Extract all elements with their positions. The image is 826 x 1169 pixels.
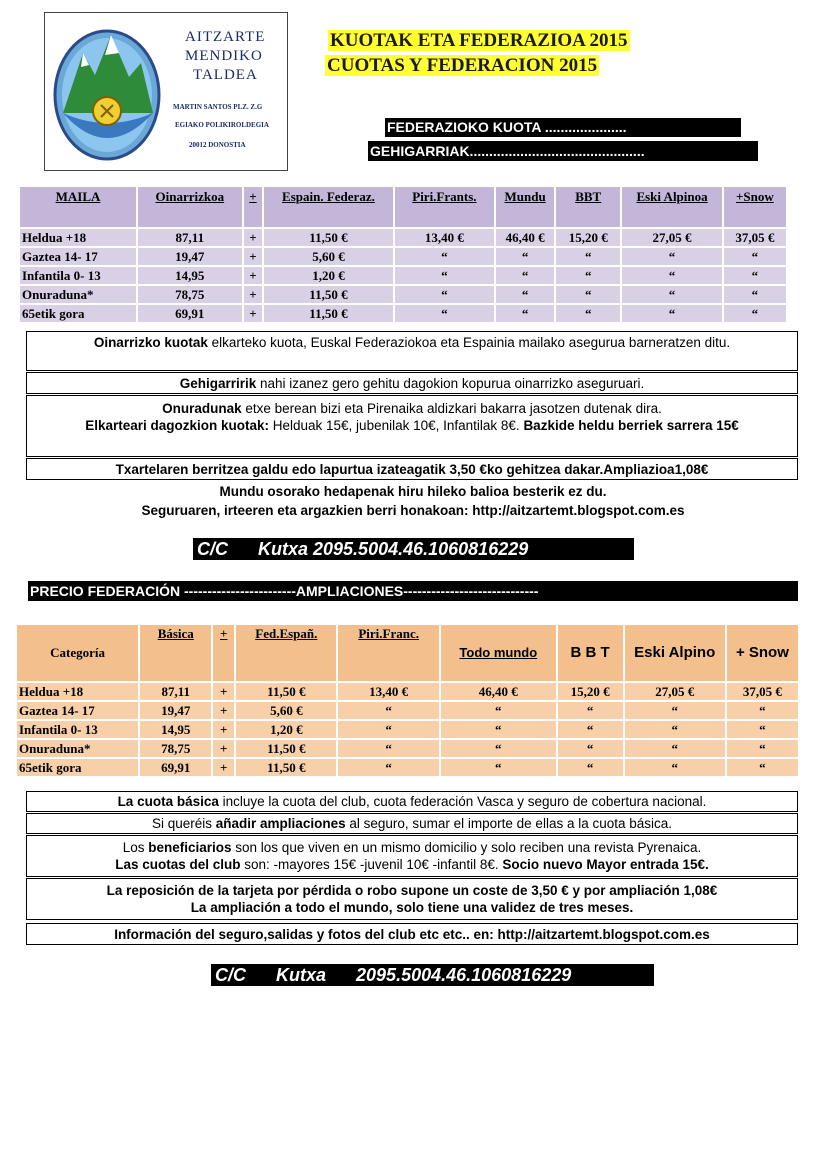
note-bold: beneficiarios <box>148 840 232 855</box>
cell: “ <box>727 721 798 738</box>
cell: “ <box>395 267 494 284</box>
cell: 15,20 € <box>558 683 623 700</box>
cell: + <box>213 759 234 776</box>
note-text: elkarteko kuota, Euskal Federaziokoa eta Espainia mailako asegurua barneratzen ditu. <box>207 335 731 350</box>
note-text: son: -mayores 15€ -juvenil 10€ -infantil 8€. <box>240 857 503 872</box>
cell: + <box>244 267 263 284</box>
price-federation-bar: PRECIO FEDERACIÓN ------------------------AMPLIACIONES----------------------------- <box>28 581 798 601</box>
fees-table-spanish <box>15 623 800 778</box>
cell: Heldua +18 <box>17 683 138 700</box>
cell: 69,91 <box>140 759 211 776</box>
cell: 1,20 € <box>264 267 392 284</box>
cell: “ <box>622 267 721 284</box>
logo-line-1: AITZARTE <box>185 29 266 45</box>
table-row <box>20 248 786 265</box>
cell: 37,05 € <box>724 229 786 246</box>
cell: 65etik gora <box>20 305 136 322</box>
col-header: B B T <box>558 625 623 681</box>
cell: “ <box>558 740 623 757</box>
col-header: Mundu <box>496 187 554 227</box>
cell: “ <box>622 305 721 322</box>
cell: 27,05 € <box>625 683 725 700</box>
cell: Onuraduna* <box>20 286 136 303</box>
cell: “ <box>727 740 798 757</box>
cell: “ <box>724 248 786 265</box>
note-text: Si queréis <box>151 816 216 831</box>
note-text: Helduak 15€, jubenilak 10€, Infantilak 8€. <box>269 418 524 433</box>
cell: 5,60 € <box>264 248 392 265</box>
cell: 87,11 <box>138 229 242 246</box>
cell: “ <box>724 267 786 284</box>
cell: “ <box>496 248 554 265</box>
cell: “ <box>441 702 556 719</box>
cell: + <box>213 740 234 757</box>
col-header: Piri.Frants. <box>395 187 494 227</box>
table-header-row <box>17 625 798 681</box>
cell: “ <box>496 286 554 303</box>
cell: 69,91 <box>138 305 242 322</box>
table-row <box>20 229 786 246</box>
col-header: Piri.Franc. <box>338 625 438 681</box>
cell: 5,60 € <box>236 702 336 719</box>
cell: + <box>213 683 234 700</box>
note-basic-fees <box>26 331 798 371</box>
cell: “ <box>556 267 620 284</box>
cell: “ <box>625 702 725 719</box>
cell: + <box>213 721 234 738</box>
cell: “ <box>441 759 556 776</box>
cell: 13,40 € <box>338 683 438 700</box>
cell: “ <box>724 305 786 322</box>
note-text: La ampliación a todo el mundo, solo tiene una validez de tres meses. <box>190 900 634 915</box>
cell: Heldua +18 <box>20 229 136 246</box>
note-bold: Las cuotas del club <box>115 857 241 872</box>
cell: Infantila 0- 13 <box>20 267 136 284</box>
note-text: son los que viven en un mismo domicilio y solo reciben una revista Pyrenaica. <box>231 840 702 855</box>
col-header: Espain. Federaz. <box>264 187 392 227</box>
col-header: Todo mundo <box>441 625 556 681</box>
cell: 15,20 € <box>556 229 620 246</box>
note-cuota-basica <box>26 791 798 812</box>
cell: “ <box>496 267 554 284</box>
cell: 78,75 <box>140 740 211 757</box>
table-row <box>17 702 798 719</box>
note-bold: Socio nuevo Mayor entrada 15€. <box>502 857 709 872</box>
federation-fee-bar: FEDERAZIOKO KUOTA ..................... <box>385 118 741 137</box>
cell: “ <box>622 248 721 265</box>
cell: “ <box>625 721 725 738</box>
note-card-renewal: Txartelaren berritzea galdu edo lapurtua izateagatik 3,50 €ko gehitzea dakar.Ampliazioa1,08€ <box>26 458 798 480</box>
cell: Gaztea 14- 17 <box>17 702 138 719</box>
title-basque: KUOTAK ETA FEDERAZIOA 2015 <box>330 30 628 51</box>
col-header: Categoría <box>17 625 138 681</box>
cell: 11,50 € <box>264 286 392 303</box>
logo-line-3: TALDEA <box>193 67 258 83</box>
logo-line-2: MENDIKO <box>185 48 263 64</box>
table-row <box>17 759 798 776</box>
cell: 27,05 € <box>622 229 721 246</box>
col-header: Oinarrizkoa <box>138 187 242 227</box>
note-text: nahi izanez gero gehitu dagokion kopurua oinarrizko aseguruari. <box>256 376 645 391</box>
cell: 46,40 € <box>496 229 554 246</box>
cell: “ <box>338 740 438 757</box>
note-informacion: Información del seguro,salidas y fotos del club etc etc.. en: http://aitzartemt.blogspot.com.es <box>26 923 798 945</box>
cell: “ <box>338 702 438 719</box>
cell: 11,50 € <box>236 759 336 776</box>
note-text: etxe berean bizi eta Pirenaika aldizkari bakarra jasotzen dutenak dira. <box>241 401 662 416</box>
logo-sub-1: MARTIN SANTOS PLZ. Z.G <box>173 103 263 111</box>
cell: 46,40 € <box>441 683 556 700</box>
cell: “ <box>441 740 556 757</box>
note-text: incluye la cuota del club, cuota federación Vasca y seguro de cobertura nacional. <box>218 794 707 809</box>
cell: “ <box>395 286 494 303</box>
title-spanish: CUOTAS Y FEDERACION 2015 <box>327 55 598 76</box>
cell: Onuraduna* <box>17 740 138 757</box>
cell: “ <box>556 286 620 303</box>
note-bold: La cuota básica <box>117 794 219 809</box>
col-header: Eski Alpino <box>625 625 725 681</box>
note-bold: Elkarteari dagozkion kuotak: <box>85 418 269 433</box>
cell: Infantila 0- 13 <box>17 721 138 738</box>
cell: “ <box>625 759 725 776</box>
table-row <box>20 305 786 322</box>
note-text: Los <box>122 840 149 855</box>
cell: + <box>244 286 263 303</box>
cell: “ <box>556 305 620 322</box>
cell: + <box>244 248 263 265</box>
cell: 19,47 <box>138 248 242 265</box>
cell: “ <box>558 759 623 776</box>
note-text: al seguro, sumar el importe de ellas a la cuota básica. <box>345 816 673 831</box>
cell: “ <box>441 721 556 738</box>
cell: 1,20 € <box>236 721 336 738</box>
cell: “ <box>556 248 620 265</box>
cell: 11,50 € <box>236 740 336 757</box>
note-bold: Bazkide heldu berriek sarrera 15€ <box>523 418 739 433</box>
cell: + <box>213 702 234 719</box>
logo-sub-2: EGIAKO POLIKIROLDEGIA <box>175 121 269 129</box>
cell: 11,50 € <box>264 305 392 322</box>
col-header: + <box>213 625 234 681</box>
cell: 14,95 <box>140 721 211 738</box>
bank-account-basque: C/C Kutxa 2095.5004.46.1060816229 <box>193 538 634 560</box>
fees-table-basque <box>18 185 788 324</box>
note-bold: Onuradunak <box>162 401 242 416</box>
col-header: +Snow <box>724 187 786 227</box>
cell: 13,40 € <box>395 229 494 246</box>
table-row <box>20 267 786 284</box>
cell: 19,47 <box>140 702 211 719</box>
note-world-coverage: Mundu osorako hedapenak hiru hileko balioa besterik ez du. <box>219 484 607 499</box>
table-header-row <box>20 187 786 227</box>
note-blog-link: Seguruaren, irteeren eta argazkien berri honakoan: http://aitzartemt.blogspot.com.es <box>141 503 685 518</box>
cell: “ <box>625 740 725 757</box>
table-row <box>20 286 786 303</box>
col-header: MAILA <box>20 187 136 227</box>
note-text: La reposición de la tarjeta por pérdida o robo supone un coste de 3,50 € y por ampliación 1,08€ <box>106 883 718 898</box>
note-beneficiarios <box>26 835 798 877</box>
table-row <box>17 683 798 700</box>
note-reposicion <box>26 878 798 920</box>
note-beneficiaries <box>26 395 798 457</box>
extras-bar: GEHIGARRIAK............................................. <box>368 141 758 161</box>
col-header: Básica <box>140 625 211 681</box>
cell: “ <box>395 305 494 322</box>
note-ampliaciones <box>26 813 798 834</box>
cell: “ <box>558 702 623 719</box>
col-header: Eski Alpinoa <box>622 187 721 227</box>
note-bold: añadir ampliaciones <box>215 816 346 831</box>
col-header: BBT <box>556 187 620 227</box>
cell: 14,95 <box>138 267 242 284</box>
col-header: + <box>244 187 263 227</box>
cell: 11,50 € <box>264 229 392 246</box>
table-row <box>17 721 798 738</box>
cell: “ <box>724 286 786 303</box>
cell: + <box>244 305 263 322</box>
cell: + <box>244 229 263 246</box>
cell: “ <box>395 248 494 265</box>
cell: Gaztea 14- 17 <box>20 248 136 265</box>
cell: 37,05 € <box>727 683 798 700</box>
note-extras <box>26 372 798 394</box>
cell: 65etik gora <box>17 759 138 776</box>
cell: “ <box>338 721 438 738</box>
cell: “ <box>727 702 798 719</box>
cell: 87,11 <box>140 683 211 700</box>
cell: “ <box>496 305 554 322</box>
note-bold: Gehigarririk <box>179 376 257 391</box>
col-header: Fed.Españ. <box>236 625 336 681</box>
cell: “ <box>727 759 798 776</box>
club-logo <box>44 12 288 171</box>
bank-account-spanish: C/C Kutxa 2095.5004.46.1060816229 <box>211 964 654 986</box>
note-bold: Oinarrizko kuotak <box>93 335 208 350</box>
cell: “ <box>622 286 721 303</box>
logo-sub-3: 20012 DONOSTIA <box>189 141 246 149</box>
cell: 78,75 <box>138 286 242 303</box>
cell: “ <box>558 721 623 738</box>
table-row <box>17 740 798 757</box>
cell: 11,50 € <box>236 683 336 700</box>
cell: “ <box>338 759 438 776</box>
col-header: + Snow <box>727 625 798 681</box>
